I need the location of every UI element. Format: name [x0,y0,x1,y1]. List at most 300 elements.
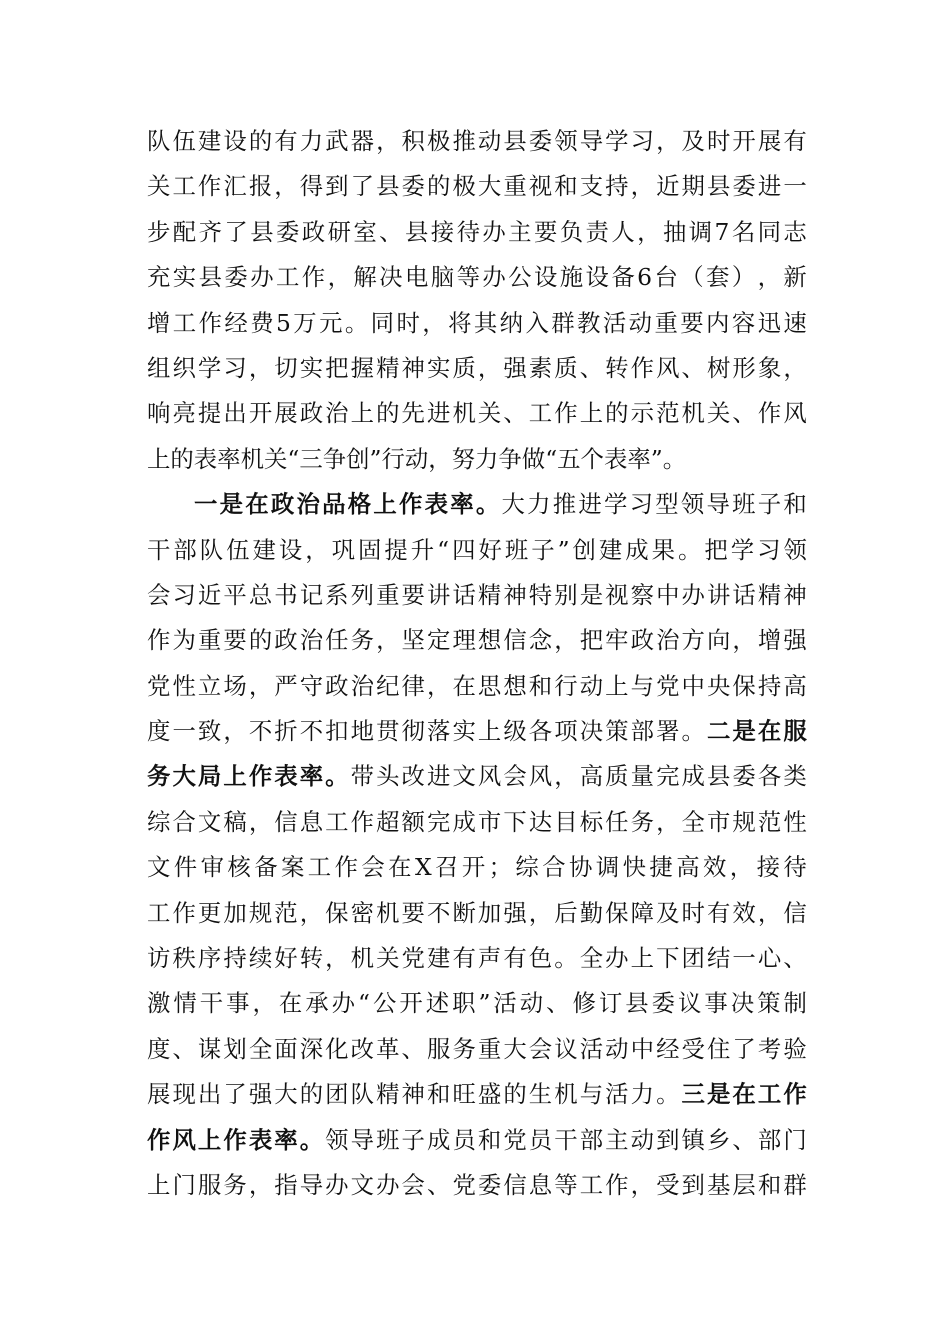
text-char: 范 [274,898,298,927]
text-char: 保 [605,898,629,927]
text-char: ， [274,172,298,201]
text-char: 件 [173,853,198,882]
text-char: 干 [147,535,171,564]
text-char: 提 [197,399,222,428]
text-char: 把 [704,535,728,564]
text-char: 信 [783,898,807,927]
text-char: 话 [452,580,476,609]
text-char: 建 [426,944,451,973]
text-char: 完 [426,807,451,836]
text-char: 不 [426,898,451,927]
text-char: 得 [299,172,324,201]
text-char: 大 [477,172,502,201]
text-char: 中 [656,580,680,609]
text-char: 不 [248,717,273,746]
text-char: “ [287,444,300,473]
text-char: 县 [404,217,429,246]
text-char: 风 [783,399,807,428]
text-char: 领 [783,535,807,564]
text-char: 做 [521,444,546,473]
text-char: 秩 [172,944,196,973]
text-char: 下 [656,944,680,973]
text-char: 习 [757,535,781,564]
text-char: 配 [172,217,197,246]
text-char: ， [299,898,324,927]
text-char: 果 [651,535,676,564]
text-char: 工 [325,807,349,836]
text-char: 与 [630,671,654,700]
text-char: ， [252,989,276,1018]
text-char: 强 [783,626,807,655]
text-char: 动 [477,127,502,155]
text-char: 要 [401,898,425,927]
text-char: 关 [147,172,171,201]
text-char: 责 [585,217,609,246]
text-char: 目 [554,807,578,836]
text-char: 文 [350,1170,375,1199]
text-char: 时 [681,898,705,927]
text-char: 调 [595,853,620,882]
text-char: 各 [528,717,553,746]
text-char: 和 [426,1080,451,1109]
text-char: 了 [732,1034,756,1063]
text-char: 县 [376,172,400,201]
text-char: 下 [503,807,527,836]
text-char: 活 [605,1080,629,1109]
text-char: ； [488,853,513,882]
text-char: 团 [681,944,705,973]
text-char: 强 [503,898,527,927]
text-line [147,664,807,709]
text-char: ， [248,807,273,836]
text-char: ， [305,535,329,564]
text-char: 指 [274,1170,298,1199]
body-text [147,119,807,1208]
text-char: 提 [384,535,408,564]
text-char: 教 [577,308,601,337]
text-char: 事 [226,989,250,1018]
text-char: 性 [172,671,196,700]
text-char: 动 [519,989,544,1018]
text-char: 开 [248,399,273,428]
text-char: 审 [200,853,224,882]
text-char: 深 [299,1034,324,1063]
text-char: 治 [350,671,375,700]
text-char: 全 [248,1034,273,1063]
text-char: 讲 [426,580,451,609]
text-char: 工 [172,172,196,201]
text-char: 树 [706,353,731,382]
text-char: 到 [656,1125,680,1154]
text-char: 续 [248,944,273,973]
text-char: 委 [651,989,676,1018]
text-char: 推 [452,127,476,155]
text-char: 精 [477,580,502,609]
text-char: 、 [172,1034,196,1063]
text-char: 质 [605,762,629,791]
text-char: 台 [654,263,678,292]
text-char: 效 [703,853,727,882]
text-char: 导 [706,490,730,519]
text-char: 支 [579,172,604,201]
text-char: 行 [554,671,578,700]
text-char: 型 [655,490,679,519]
text-char: 密 [350,898,375,927]
text-char: 、 [401,1034,425,1063]
text-char: 迅 [757,308,782,337]
text-char: 结 [706,944,731,973]
text-char: 办 [376,1170,400,1199]
text-char: 工 [275,263,300,292]
text-char: 带 [350,762,375,791]
bold-heading-char: 服 [783,717,807,746]
text-char: 完 [656,762,680,791]
text-char: 革 [376,1034,400,1063]
text-char: 考 [757,1034,782,1063]
text-char: 工 [579,1170,604,1199]
text-char: 现 [172,1080,196,1109]
text-char: 推 [552,490,577,519]
text-char: 精 [376,1080,400,1109]
text-char: 机 [350,944,375,973]
bold-heading-char: 。 [475,490,500,519]
text-char: 接 [756,853,780,882]
text-char: 率 [627,444,651,473]
text-char: 同 [370,308,395,337]
text-char: 议 [678,989,702,1018]
text-char: 上 [350,399,375,428]
text-char: 党 [656,671,680,700]
text-char: 话 [732,580,756,609]
text-char: 乡 [706,1125,731,1154]
text-char: 期 [681,172,705,201]
text-char: 彻 [401,717,425,746]
text-char: 持 [223,944,247,973]
text-char: 动 [579,671,604,700]
text-char: 项 [554,717,578,746]
text-char: 神 [401,1080,425,1109]
text-char: 、 [546,989,570,1018]
text-char: 中 [681,671,705,700]
text-char: 建 [197,127,222,155]
text-char: ） [731,263,756,292]
text-char: 和 [477,1125,502,1154]
text-char: 了 [224,217,248,246]
text-char: 委 [732,172,756,201]
text-char: 等 [456,263,480,292]
text-char: ， [248,671,273,700]
bold-heading-char: 上 [223,762,247,791]
text-char: 速 [783,308,807,337]
text-char: 作 [198,308,222,337]
text-char: 、 [732,399,756,428]
text-char: 文 [452,762,476,791]
text-char: 要 [223,626,247,655]
text-char: 重 [376,580,400,609]
text-char: 全 [681,807,705,836]
text-char: 办 [482,217,506,246]
text-char: 作 [350,807,375,836]
text-char: ， [325,944,349,973]
text-line [147,164,807,209]
text-char: 办 [681,580,705,609]
text-char: 精 [376,353,400,382]
bold-heading-char: 上 [197,1125,222,1154]
text-char: 队 [350,1080,375,1109]
bold-heading-char: 局 [197,762,222,791]
text-char: 受 [681,1034,705,1063]
text-char: 学 [605,127,629,155]
text-char: 保 [732,671,756,700]
bold-heading-char: 作 [783,1080,807,1109]
text-char: ， [554,626,578,655]
text-char: 质 [554,353,578,382]
text-char: “ [358,989,370,1018]
text-char: 员 [452,1125,476,1154]
text-char: 务 [350,626,375,655]
text-char: 齐 [198,217,222,246]
text-char: 思 [477,671,502,700]
text-char: 转 [299,944,324,973]
text-char: 室 [353,217,377,246]
text-char: 党 [401,944,425,973]
text-char: 作 [757,399,782,428]
text-char: 其 [473,308,498,337]
text-char: 习 [172,580,196,609]
text-char: 学 [197,353,222,382]
text-line [147,482,807,527]
text-char: 会 [503,762,527,791]
text-char: ， [426,671,451,700]
bold-heading-char: 风 [172,1125,196,1154]
text-char: 保 [325,898,349,927]
text-char: 关 [477,399,502,428]
bold-heading-char: 品 [322,490,346,519]
text-char: 息 [299,807,324,836]
text-char: 公 [372,989,397,1018]
text-char: 量 [630,762,654,791]
text-char: 的 [376,399,400,428]
text-char: 策 [757,989,781,1018]
text-char: 备 [611,263,635,292]
text-char: 干 [199,989,224,1018]
text-char: 导 [350,1125,375,1154]
text-char: 领 [554,127,578,155]
text-char: 设 [533,263,558,292]
text-char: 基 [706,1170,731,1199]
text-char: 改 [350,1034,375,1063]
bold-heading-char: 作 [223,1125,247,1154]
text-char: 级 [503,717,527,746]
text-char: 信 [503,1170,527,1199]
text-char: 牢 [605,626,629,655]
text-char: 设 [223,127,247,155]
text-char: 合 [172,807,196,836]
text-char: ， [428,444,452,473]
text-char: 断 [452,898,476,927]
text-line [147,1163,807,1208]
text-line [147,437,807,482]
text-line [147,391,807,436]
text-char: 上 [147,444,171,473]
text-char: 子 [401,1125,425,1154]
text-char: 文 [147,853,171,882]
text-char: 会 [528,1034,553,1063]
text-char: 重 [197,626,222,655]
text-char: 质 [452,353,476,382]
bold-heading-char: 三 [681,1080,705,1109]
text-char: 实 [172,263,197,292]
text-char: 住 [706,1034,731,1063]
text-char: 大 [501,490,525,519]
text-char: 习 [630,127,654,155]
text-char: ， [248,1170,273,1199]
text-char: 办 [250,263,274,292]
text-char: 办 [331,989,356,1018]
text-char: 持 [605,172,629,201]
text-char: 有 [274,127,298,155]
text-char: 出 [197,1080,222,1109]
text-char: 委 [477,1170,502,1199]
text-char: 承 [305,989,329,1018]
text-char: 队 [147,127,171,155]
text-char: 协 [569,853,593,882]
text-line [147,1118,807,1163]
text-char: 、 [503,399,527,428]
text-char: 极 [426,127,451,155]
text-char: 加 [223,898,247,927]
text-char: 创 [346,444,370,473]
text-char: 文 [197,807,222,836]
text-char: 县 [706,762,731,791]
text-char: 神 [503,580,527,609]
bold-heading-char: 在 [732,1080,756,1109]
text-char: 信 [503,626,527,655]
text-char: 神 [783,580,807,609]
text-char: 政 [301,217,326,246]
text-char: 的 [426,172,451,201]
text-char: 作 [197,172,222,201]
text-char: 超 [376,807,400,836]
text-char: 和 [783,490,807,519]
text-char: 时 [396,308,420,337]
text-char: 标 [579,807,604,836]
text-char: 信 [274,807,298,836]
text-char: 升 [410,535,435,564]
text-char: 息 [528,1170,553,1199]
text-char: 握 [350,353,375,382]
text-char: 元 [319,308,343,337]
text-char: 展 [147,1080,171,1109]
text-char: 、 [426,1170,451,1199]
bold-heading-char: 是 [706,1080,731,1109]
text-char: （ [680,263,704,292]
text-char: 进 [426,762,451,791]
text-char: 公 [508,263,532,292]
text-char: 范 [757,807,782,836]
text-char: 近 [197,580,222,609]
text-char: 作 [630,353,654,382]
text-char: ， [223,717,247,746]
text-char: 作 [301,263,326,292]
text-char: 展 [274,399,298,428]
text-line [147,936,807,981]
text-char: 镇 [681,1125,705,1154]
text-line [147,301,807,346]
text-char: 合 [542,853,566,882]
text-char: 建 [252,535,276,564]
text-char: 成 [681,762,705,791]
text-char: 好 [274,944,298,973]
text-char: 成 [625,535,649,564]
text-char: 化 [325,1034,349,1063]
text-char: 访 [147,944,171,973]
text-char: 类 [783,762,807,791]
bold-heading-char: 作 [399,490,423,519]
text-char: 高 [783,671,807,700]
text-char: 县 [503,127,527,155]
text-char: 关 [376,944,400,973]
text-char: 到 [681,1170,705,1199]
text-char: 团 [325,1080,349,1109]
text-char: 风 [656,353,680,382]
text-char: 示 [630,399,654,428]
text-char: 。 [656,1080,680,1109]
text-char: 志 [783,217,807,246]
text-char: 机 [376,898,400,927]
text-char: 扣 [325,717,349,746]
text-char: ， [376,127,400,155]
text-char: 作 [334,853,358,882]
text-char: 的 [248,626,273,655]
text-char: 成 [452,807,476,836]
text-char: 服 [426,1034,451,1063]
bold-heading-char: 工 [757,1080,782,1109]
text-char: 市 [477,807,502,836]
text-line [147,891,807,936]
text-char: 极 [452,172,476,201]
text-char: 行 [381,444,405,473]
text-char: 织 [172,353,196,382]
text-char: 是 [579,580,604,609]
text-char: 强 [248,1080,273,1109]
text-char: 的 [503,1080,527,1109]
text-char: 要 [401,580,425,609]
text-char: 高 [676,853,700,882]
text-char: 班 [504,535,529,564]
bold-heading-char: 表 [248,1125,273,1154]
text-char: 度 [147,1034,171,1063]
text-char: “ [437,535,450,564]
text-char: 综 [515,853,539,882]
text-char: 的 [248,127,273,155]
text-char: 开 [732,127,756,155]
text-char: 部 [173,535,197,564]
text-line [147,528,807,573]
text-char: 捷 [649,853,673,882]
text-char: ， [656,127,680,155]
text-char: 党 [147,671,171,700]
text-char: 和 [554,172,578,201]
text-char: 工 [147,898,171,927]
text-char: ， [477,353,502,382]
text-char: 高 [579,762,604,791]
text-char: 在 [278,989,303,1018]
text-char: 到 [325,172,349,201]
text-line [147,709,807,754]
text-char: 关 [263,444,288,473]
text-char: 待 [783,853,807,882]
